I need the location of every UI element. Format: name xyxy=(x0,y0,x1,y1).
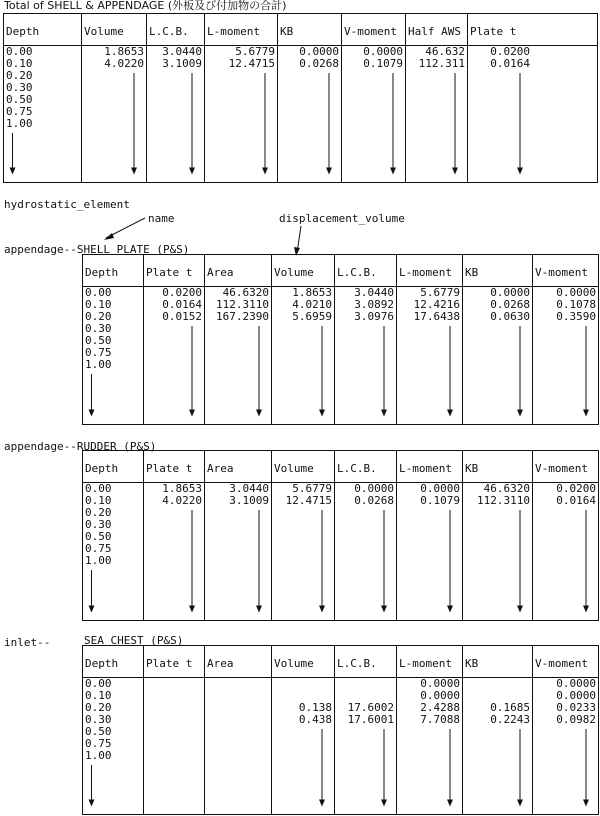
header-l-moment: L-moment xyxy=(397,451,463,483)
cell-value: 4.0210 xyxy=(292,298,332,311)
depth-value: 1.00 xyxy=(85,554,112,567)
cell-value: 0.1079 xyxy=(363,57,403,70)
header-kb: KB xyxy=(463,646,533,678)
cell-value: 0.0000 xyxy=(299,45,339,58)
header-plate-t: Plate t xyxy=(144,255,205,287)
header-kb: KB xyxy=(463,451,533,483)
depth-value: 0.20 xyxy=(85,701,112,714)
cell-value: 2.4288 xyxy=(420,701,460,714)
cell-value: 3.0440 xyxy=(229,482,269,495)
header-lcb: L.C.B. xyxy=(335,255,397,287)
kb-cell xyxy=(463,483,533,621)
cell-value: 112.311 xyxy=(418,57,465,70)
depth-value: 0.30 xyxy=(6,81,33,94)
cell-value xyxy=(274,678,332,690)
depth-value: 0.30 xyxy=(85,518,112,531)
depth-cell xyxy=(83,287,144,425)
depth-value: 0.50 xyxy=(6,93,33,106)
sea-chest-table xyxy=(82,645,599,815)
header-area: Area xyxy=(205,451,272,483)
displacement-volume-annotation: displacement_volume xyxy=(279,212,405,225)
header-kb: KB xyxy=(278,14,342,46)
cell-value: 3.0440 xyxy=(354,286,394,299)
rudder-header-row xyxy=(83,451,599,483)
cell-value xyxy=(465,678,530,690)
depth-value: 1.00 xyxy=(85,749,112,762)
header-l-moment: L-moment xyxy=(205,14,278,46)
cell-value: 0.0164 xyxy=(490,57,530,70)
cell-value: 5.6779 xyxy=(420,286,460,299)
header-l-moment: L-moment xyxy=(397,646,463,678)
depth-value: 0.10 xyxy=(85,689,112,702)
l-moment-cell xyxy=(397,678,463,815)
v-moment-cell xyxy=(533,483,599,621)
cell-value: 0.0268 xyxy=(354,494,394,507)
plate-t-cell xyxy=(144,483,205,621)
lcb-cell xyxy=(335,287,397,425)
header-depth: Depth xyxy=(83,646,144,678)
cell-value: 0.0000 xyxy=(363,45,403,58)
cell-value: 3.0892 xyxy=(354,298,394,311)
rudder-body-row xyxy=(83,483,599,621)
area-cell xyxy=(205,678,272,815)
header-volume: Volume xyxy=(272,255,335,287)
depth-value: 0.10 xyxy=(85,298,112,311)
header-volume: Volume xyxy=(82,14,147,46)
header-depth: Depth xyxy=(83,255,144,287)
shell-plate-header-row xyxy=(83,255,599,287)
l-moment-cell xyxy=(397,483,463,621)
depth-value: 0.75 xyxy=(6,105,33,118)
cell-value: 0.0000 xyxy=(420,689,460,702)
depth-value: 0.75 xyxy=(85,542,112,555)
l-moment-cell xyxy=(397,287,463,425)
kb-cell xyxy=(278,46,342,183)
cell-value: 17.6002 xyxy=(347,701,394,714)
cell-value: 5.6779 xyxy=(292,482,332,495)
cell-value: 0.0000 xyxy=(556,286,596,299)
depth-value: 1.00 xyxy=(85,358,112,371)
header-plate-t: Plate t xyxy=(144,646,205,678)
cell-value: 0.0982 xyxy=(556,713,596,726)
cell-value: 112.3110 xyxy=(216,298,269,311)
header-area: Area xyxy=(205,646,272,678)
cell-value: 0.0000 xyxy=(420,482,460,495)
header-area: Area xyxy=(205,255,272,287)
depth-value: 0.00 xyxy=(85,482,112,495)
depth-value: 0.50 xyxy=(85,530,112,543)
cell-value: 0.0152 xyxy=(162,310,202,323)
depth-value: 0.20 xyxy=(85,506,112,519)
name-annotation: name xyxy=(148,212,175,225)
cell-value: 3.1009 xyxy=(162,57,202,70)
header-lcb: L.C.B. xyxy=(335,451,397,483)
cell-value: 0.0000 xyxy=(490,286,530,299)
cell-value: 0.1078 xyxy=(556,298,596,311)
cell-value: 1.8653 xyxy=(292,286,332,299)
rudder-label: appendage--RUDDER (P&S) xyxy=(4,440,157,453)
cell-value: 0.1685 xyxy=(490,701,530,714)
sea-chest-body-row xyxy=(83,678,599,815)
volume-cell xyxy=(272,678,335,815)
lcb-cell xyxy=(335,678,397,815)
header-half-aws: Half AWS xyxy=(406,14,468,46)
cell-value: 0.0000 xyxy=(420,677,460,690)
sea-chest-prefix: inlet-- xyxy=(4,636,51,649)
hydrostatic-element-label: hydrostatic_element xyxy=(4,198,130,211)
header-l-moment: L-moment xyxy=(397,255,463,287)
shell-plate-table xyxy=(82,254,599,425)
cell-value: 17.6001 xyxy=(347,713,394,726)
cell-value: 0.0200 xyxy=(556,482,596,495)
sea-chest-header-row xyxy=(83,646,599,678)
cell-value: 112.3110 xyxy=(477,494,530,507)
cell-value: 0.2243 xyxy=(490,713,530,726)
depth-value: 0.00 xyxy=(85,677,112,690)
cell-value: 46.6320 xyxy=(483,482,530,495)
volume-cell xyxy=(82,46,147,183)
total-header-row xyxy=(4,14,598,46)
l-moment-cell xyxy=(205,46,278,183)
cell-value: 0.0268 xyxy=(490,298,530,311)
cell-value: 12.4216 xyxy=(413,298,460,311)
shell-plate-body-row xyxy=(83,287,599,425)
v-moment-cell xyxy=(533,678,599,815)
cell-value: 0.438 xyxy=(298,713,332,726)
cell-value: 1.8653 xyxy=(162,482,202,495)
lcb-cell xyxy=(335,483,397,621)
cell-value: 7.7088 xyxy=(420,713,460,726)
cell-value: 0.0233 xyxy=(556,701,596,714)
cell-value: 3.0976 xyxy=(354,310,394,323)
header-depth: Depth xyxy=(83,451,144,483)
total-table-title: Total of SHELL & APPENDAGE (外板及び付加物の合計) xyxy=(4,0,287,12)
cell-value: 4.0220 xyxy=(162,494,202,507)
cell-value: 12.4715 xyxy=(228,57,275,70)
depth-value: 0.75 xyxy=(85,346,112,359)
cell-value: 0.0200 xyxy=(162,286,202,299)
cell-value: 0.0164 xyxy=(556,494,596,507)
depth-value: 0.10 xyxy=(6,57,33,70)
cell-value: 0.0164 xyxy=(162,298,202,311)
plate-t-cell xyxy=(468,46,598,183)
cell-value: 1.8653 xyxy=(104,45,144,58)
plate-t-cell xyxy=(144,678,205,815)
header-plate-t: Plate t xyxy=(144,451,205,483)
header-v-moment: V-moment xyxy=(533,451,599,483)
sea-chest-label: SEA CHEST (P&S) xyxy=(84,634,184,647)
rudder-table xyxy=(82,450,599,621)
depth-value: 0.10 xyxy=(85,494,112,507)
cell-value: 5.6779 xyxy=(235,45,275,58)
half-aws-cell xyxy=(406,46,468,183)
lcb-cell xyxy=(147,46,205,183)
cell-value: 0.0000 xyxy=(556,677,596,690)
v-moment-cell xyxy=(342,46,406,183)
depth-value: 0.30 xyxy=(85,322,112,335)
header-plate-t: Plate t xyxy=(468,14,598,46)
area-cell xyxy=(205,483,272,621)
kb-cell xyxy=(463,678,533,815)
plate-t-cell xyxy=(144,287,205,425)
displacement-pointer-line xyxy=(297,226,301,253)
cell-value: 46.6320 xyxy=(222,286,269,299)
header-depth: Depth xyxy=(4,14,82,46)
shell-plate-label: appendage--SHELL PLATE (P&S) xyxy=(4,243,190,256)
cell-value: 46.632 xyxy=(425,45,465,58)
depth-value: 0.20 xyxy=(6,69,33,82)
cell-value: 5.6959 xyxy=(292,310,332,323)
depth-value: 0.00 xyxy=(85,286,112,299)
cell-value: 0.0268 xyxy=(299,57,339,70)
name-pointer-line xyxy=(106,218,145,238)
header-lcb: L.C.B. xyxy=(147,14,205,46)
cell-value: 12.4715 xyxy=(285,494,332,507)
depth-value: 0.00 xyxy=(6,45,33,58)
depth-value: 0.50 xyxy=(85,725,112,738)
cell-value: 3.0440 xyxy=(162,45,202,58)
total-table xyxy=(3,13,598,183)
volume-cell xyxy=(272,287,335,425)
v-moment-cell xyxy=(533,287,599,425)
header-volume: Volume xyxy=(272,646,335,678)
depth-value: 0.20 xyxy=(85,310,112,323)
cell-value: 167.2390 xyxy=(216,310,269,323)
depth-cell xyxy=(83,678,144,815)
depth-cell xyxy=(83,483,144,621)
header-v-moment: V-moment xyxy=(533,646,599,678)
depth-value: 0.75 xyxy=(85,737,112,750)
header-volume: Volume xyxy=(272,451,335,483)
depth-value: 0.30 xyxy=(85,713,112,726)
cell-value: 0.0000 xyxy=(354,482,394,495)
cell-value: 3.1009 xyxy=(229,494,269,507)
depth-cell xyxy=(4,46,82,183)
cell-value: 17.6438 xyxy=(413,310,460,323)
kb-cell xyxy=(463,287,533,425)
header-lcb: L.C.B. xyxy=(335,646,397,678)
cell-value: 0.138 xyxy=(298,701,332,714)
header-v-moment: V-moment xyxy=(342,14,406,46)
cell-value: 0.1079 xyxy=(420,494,460,507)
name-pointer-arrowhead xyxy=(104,233,114,240)
cell-value: 0.3590 xyxy=(556,310,596,323)
cell-value xyxy=(337,678,394,690)
cell-value: 0.0000 xyxy=(556,689,596,702)
total-body-row xyxy=(4,46,598,183)
header-kb: KB xyxy=(463,255,533,287)
cell-value: 4.0220 xyxy=(104,57,144,70)
cell-value: 0.0630 xyxy=(490,310,530,323)
depth-value: 0.50 xyxy=(85,334,112,347)
cell-value: 0.0200 xyxy=(490,45,530,58)
header-v-moment: V-moment xyxy=(533,255,599,287)
depth-value: 1.00 xyxy=(6,117,33,130)
volume-cell xyxy=(272,483,335,621)
area-cell xyxy=(205,287,272,425)
